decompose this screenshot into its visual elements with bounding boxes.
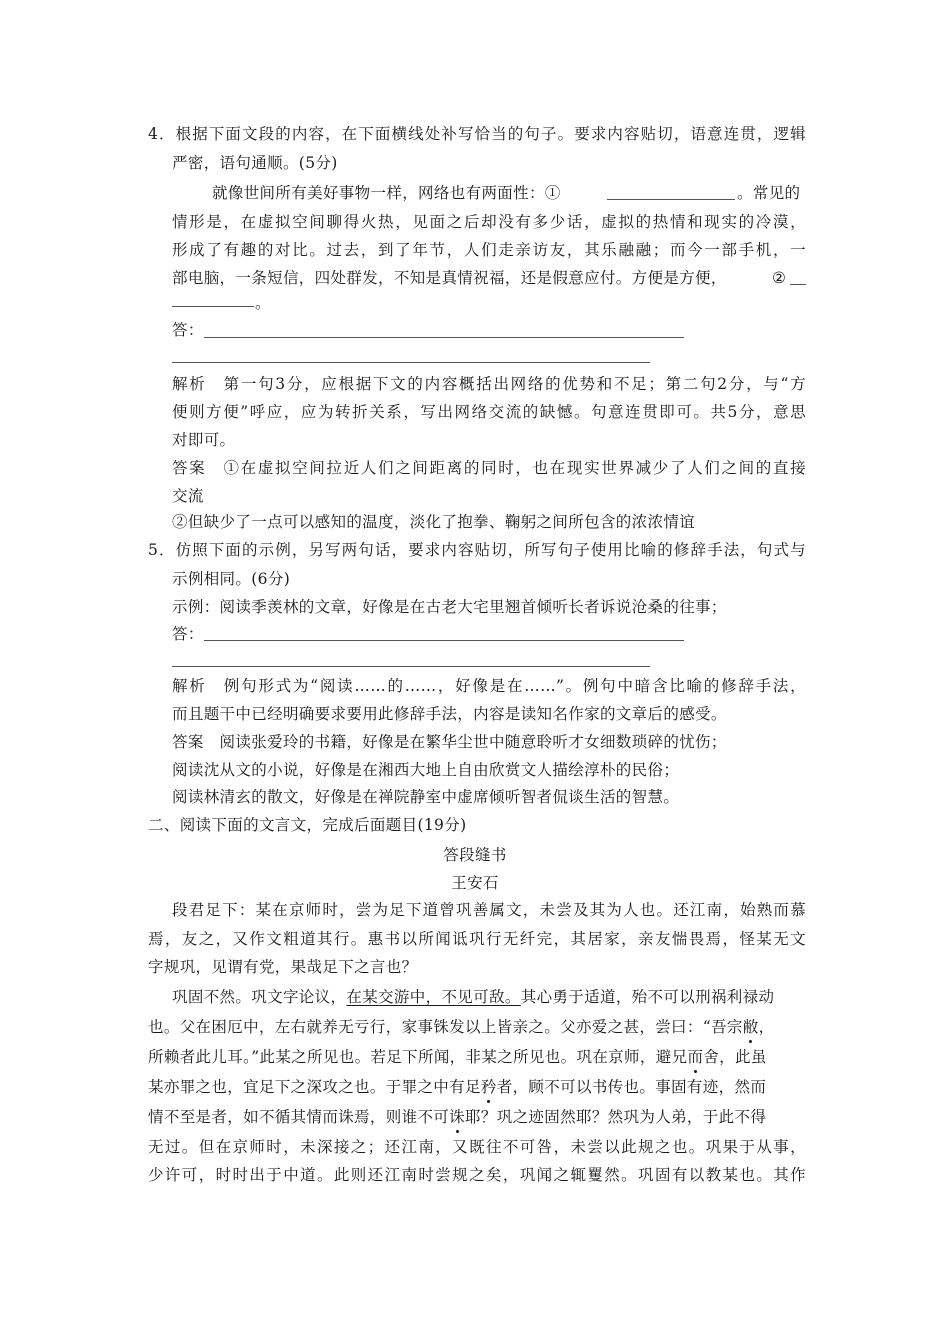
q4-passage-line4-mark: ② <box>772 269 787 287</box>
q5-analysis-line1: 解析 例句形式为“阅读……的……，好像是在……”。例句中暗含比喻的修辞手法， <box>172 677 806 695</box>
essay-p1-line3: 字规巩，见谓有党，果哉足下之言也？ <box>148 958 418 976</box>
essay-p1-line2: 焉，友之，又作文粗道其行。惠书以所闻诋巩行无纤完，其居家，亲友惴畏焉，怪某无文 <box>148 930 806 948</box>
essay-p1-line1: 段君足下：某在京师时，尝为足下道曾巩善属文，未尝及其为人也。还江南，始熟而慕 <box>172 901 806 919</box>
q4-answer-line-1[interactable] <box>204 337 684 338</box>
q4-analysis-line2: 便则方便”呼应，应为转折关系，写出网络交流的缺憾。句意连贯即可。共5分，意思 <box>172 403 806 421</box>
essay-p2-line1-a: 巩固不然。巩文字论议， <box>172 988 347 1006</box>
essay-p2-line4-b: 者，顾不可以书传也。事固有迹，然而 <box>496 1078 767 1096</box>
q4-passage-line3: 形成了有趣的对比。过去，到了年节，人们走亲访友，其乐融融；而今一部手机，一 <box>172 241 806 259</box>
q4-answer-line-2[interactable] <box>172 362 650 363</box>
underlined-sentence: 在某交游中，不见可敌。 <box>346 988 521 1006</box>
essay-title: 答段缝书 <box>443 846 507 864</box>
blank-1[interactable] <box>607 199 735 200</box>
essay-p2-line1 <box>172 987 774 1007</box>
q4-passage-line2: 情形是，在虚拟空间聊得火热，见面之后却没有多少话，虚拟的热情和现实的冷漠， <box>172 213 806 231</box>
essay-p2-line3 <box>148 1047 767 1067</box>
essay-p2-line1-b: 其心勇于适道，殆不可以刑祸利禄动 <box>520 988 775 1006</box>
q4-passage-line1a: 就像世间所有美好事物一样，网络也有两面性：① <box>212 184 561 202</box>
section2-heading: 二、阅读下面的文言文，完成后面题目(19分) <box>148 816 467 834</box>
essay-p2-line7: 少许可，时时出于中道。此则还江南时尝规之矣，巩闻之辄矍然。巩固有以教某也。其作 <box>148 1166 806 1184</box>
q4-analysis-line3: 对即可。 <box>172 431 236 449</box>
q4-passage-line1b: 。常见的 <box>737 184 801 202</box>
essay-author: 王安石 <box>451 874 499 892</box>
q5-key-line1: 答案 阅读张爱玲的书籍，好像是在繁华尘世中随意聆听才女细数琐碎的忧伤； <box>172 733 727 751</box>
q4-key-line1: 答案 ①在虚拟空间拉近人们之间距离的同时，也在现实世界减少了人们之间的直接 <box>172 459 806 477</box>
q5-prompt-line1: 5．仿照下面的示例，另写两句话，要求内容贴切，所写句子使用比喻的修辞手法，句式与 <box>148 541 806 559</box>
blank-2a[interactable] <box>790 284 806 285</box>
q4-passage-line5: 。 <box>255 294 271 312</box>
dotted-char-zhu: 诛 <box>449 1108 466 1126</box>
dotted-char-jin: 矜 <box>480 1078 497 1096</box>
q4-passage-line4: 部电脑，一条短信，四处群发，不知是真情祝福，还是假意应付。方便是方便， <box>172 269 727 287</box>
q4-key-line2: 交流 <box>172 487 204 505</box>
essay-p2-line5 <box>148 1107 766 1127</box>
q5-example: 示例：阅读季羡林的文章，好像是在古老大宅里翘首倾听长者诉说沧桑的往事； <box>172 598 727 616</box>
essay-p2-line4-a: 某亦罪之也，宜足下之深攻之也。于罪之中有足 <box>148 1078 481 1096</box>
q5-prompt-line2: 示例相同。(6分) <box>172 570 291 588</box>
dotted-char-bi: 敝 <box>742 1018 759 1036</box>
essay-p2-line5-b: 耶？巩之迹固然耶？然巩为人弟，于此不得 <box>465 1108 767 1126</box>
q4-prompt-line1: 4．根据下面文段的内容，在下面横线处补写恰当的句子。要求内容贴切，语意连贯，逻辑 <box>148 125 806 143</box>
q4-analysis-line1: 解析 第一句3分，应根据下文的内容概括出网络的优势和不足；第二句2分，与“方 <box>172 375 806 393</box>
essay-p2-line6: 无过。但在京师时，未深接之；还江南，又既往不可咎，未尝以此规之也。巩果于从事， <box>148 1138 806 1156</box>
essay-p2-line3-a: 所赖者此儿耳。”此某之所见也。若足下所闻，非某之所见也。巩在京师，避兄 <box>148 1048 688 1066</box>
blank-2b[interactable] <box>172 306 254 307</box>
q5-answer-line-2[interactable] <box>172 666 650 667</box>
q4-answer-label: 答： <box>172 321 204 339</box>
essay-p2-line2 <box>148 1017 774 1037</box>
essay-p2-line2-b: ， <box>758 1018 775 1036</box>
q5-analysis-line2: 而且题干中已经明确要求要用此修辞手法，内容是读知名作家的文章后的感受。 <box>172 705 727 723</box>
essay-p2-line2-a: 也。父在困厄中，左右就养无亏行，家事铢发以上皆亲之。父亦爱之甚，尝曰：“吾宗 <box>148 1018 743 1036</box>
dotted-char-er: 而 <box>687 1048 704 1066</box>
essay-p2-line3-b: 舍，此虽 <box>703 1048 767 1066</box>
q5-key-line2: 阅读沈从文的小说，好像是在湘西大地上自由欣赏文人描绘淳朴的民俗； <box>172 761 680 779</box>
q5-key-line3: 阅读林清玄的散文，好像是在禅院静室中虚席倾听智者侃谈生活的智慧。 <box>172 788 680 806</box>
essay-p2-line5-a: 情不至是者，如不循其情而诛焉，则谁不可 <box>148 1108 450 1126</box>
essay-p2-line4 <box>148 1077 766 1097</box>
q5-answer-label: 答： <box>172 625 204 643</box>
q5-answer-line-1[interactable] <box>204 640 684 641</box>
q4-prompt-line2: 严密，语句通顺。(5分) <box>172 154 338 172</box>
q4-key-line3: ②但缺少了一点可以感知的温度，淡化了抱拳、鞠躬之间所包含的浓浓情谊 <box>172 513 696 531</box>
